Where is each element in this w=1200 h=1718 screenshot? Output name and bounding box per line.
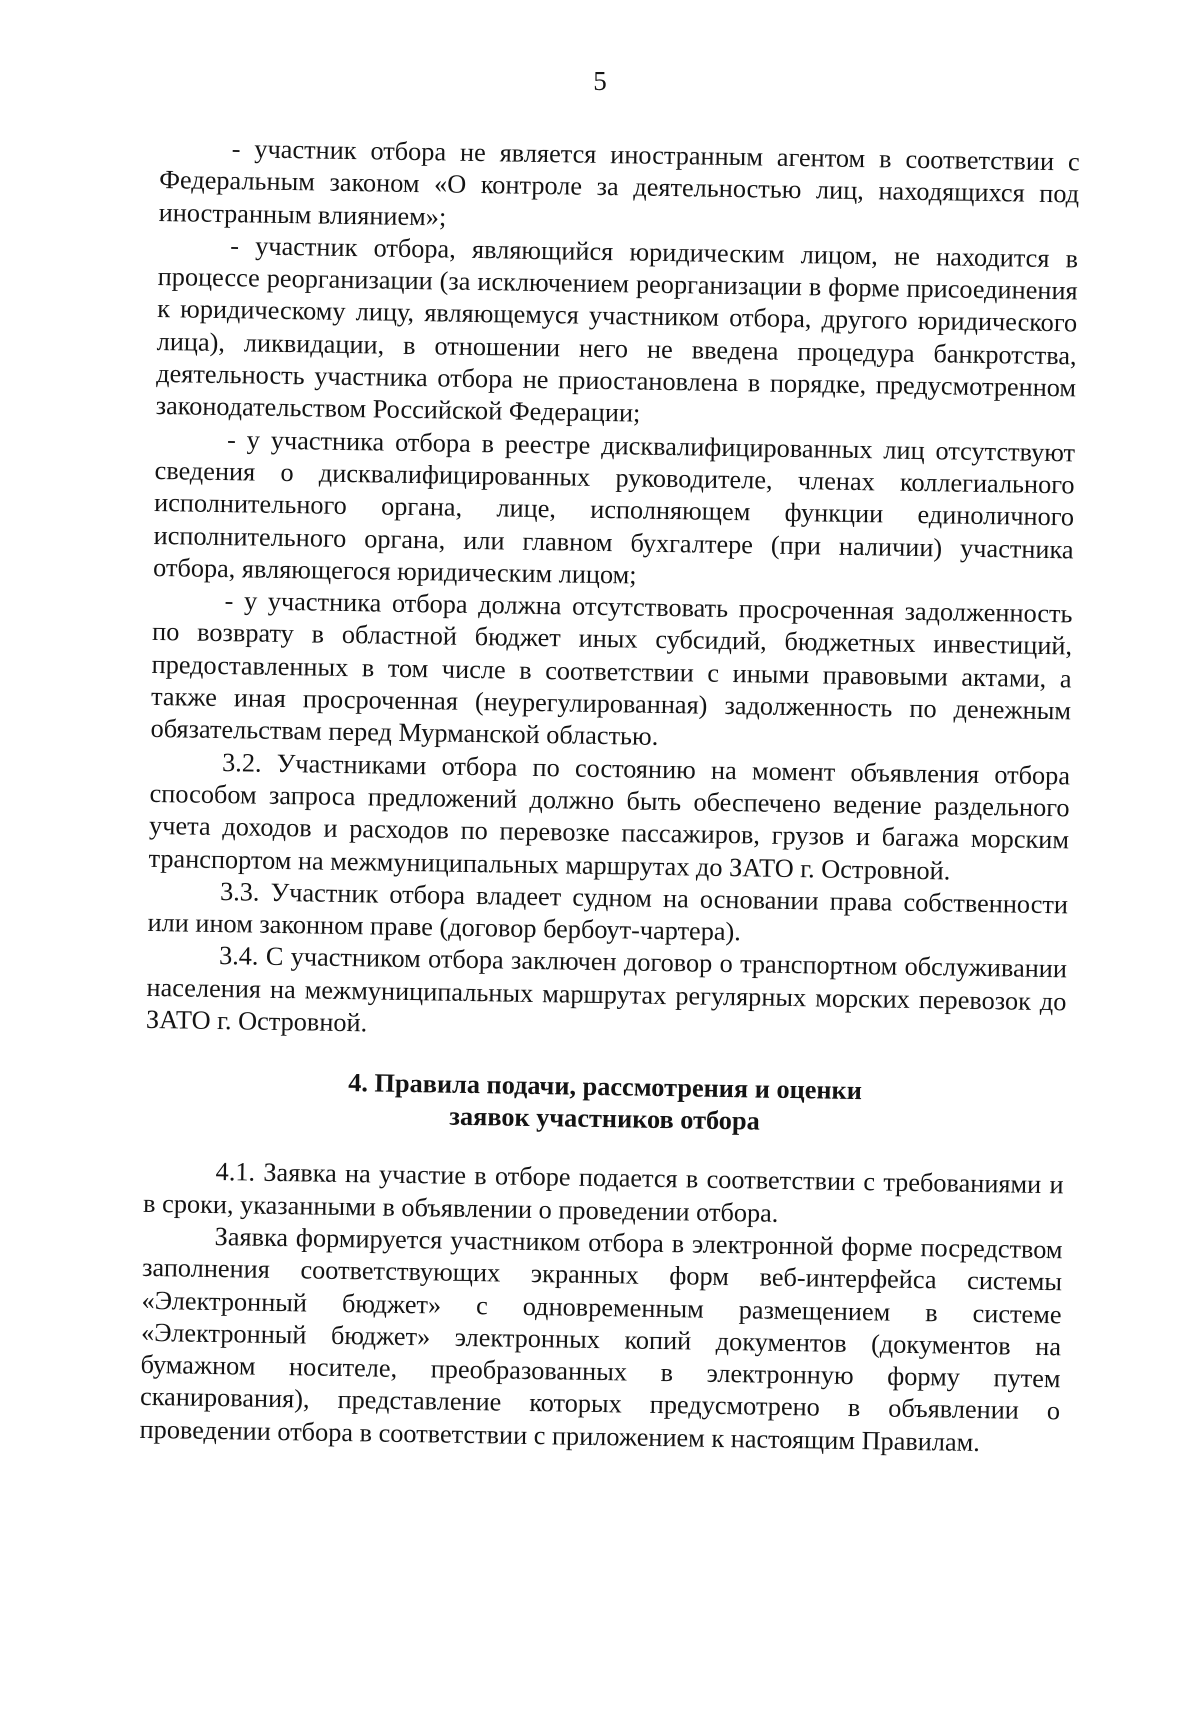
paragraph-3-2: 3.2. Участниками отбора по состоянию на момент объявления отбора способом запроса предложений должно быть обеспечено ведение раздельного учета доходов и расходов по перевозке пассажиров, грузов и багажа морским транспортом на межмуниципальных маршрутах до ЗАТО г. Островной.	[148, 747, 1071, 886]
section-heading-line-2: заявок участников отбора	[449, 1101, 760, 1136]
page-number: 5	[593, 66, 607, 96]
paragraph-application-form: Заявка формируется участником отбора в электронной форме посредством заполнения соответствующих экранных форм веб-интерфейса системы «Электронный бюджет» с одновременным размещением в системе «Электронный бюджет» электронных копий документов (документов на бумажном носителе, преобразованных в электронную форму путем сканирования), представление которых предусмотрено в объявлении о проведении отбора в соответствии с приложением к настоящим Правилам.	[139, 1221, 1063, 1457]
paragraph-overdue-debt: - у участника отбора должна отсутствовать просроченная задолженность по возврату в областной бюджет иных субсидий, бюджетных инвестиций, предоставленных в том числе в соответствии с иными правовыми актами, а также иная просроченная (неурегулированная) задолженность по денежным обязательствам перед Мурманской областью.	[150, 586, 1073, 752]
paragraph-foreign-agent: - участник отбора не является иностранным агентом в соответствии с Федеральным законом «О контроле за деятельностью лиц, находящихся под иностранным влиянием»;	[158, 134, 1080, 232]
section-heading	[144, 1064, 1065, 1142]
paragraph-reorganization: - участник отбора, являющийся юридическим лицом, не находится в процессе реорганизации (за исключением реорганизации в форме присоединения к юридическому лицу, являющемуся участником отбора, другого юридического лица), ликвидации, в отношении него не введена процедура банкротства, деятельность участника отбора не приостановлена в порядке, предусмотренном законодательством Российской Федерации;	[155, 231, 1079, 428]
paragraph-disqualified-persons: - у участника отбора в реестре дисквалифицированных лиц отсутствуют сведения о дисквалифицированных руководителе, членах коллегиального исполнительного органа, лице, исполняющем функции единоличного исполнительного органа, или главном бухгалтере (при наличии) участника отбора, являющегося юридическим лицом;	[152, 424, 1076, 590]
section-heading-line-1: 4. Правила подачи, рассмотрения и оценки	[348, 1068, 863, 1106]
paragraph-3-3: 3.3. Участник отбора владеет судном на основании права собственности или ином законном праве (договор бербоут-чартера).	[147, 876, 1069, 947]
paragraph-3-4: 3.4. С участником отбора заключен договор о транспортном обслуживании населения на межмуниципальных маршрутах регулярных морских перевозок до ЗАТО г. Островной.	[145, 941, 1068, 1038]
document-body	[139, 132, 1080, 1460]
paragraph-4-1: 4.1. Заявка на участие в отборе подается в соответствии с требованиями и в сроки, указанными в объявлении о проведении отбора.	[142, 1157, 1064, 1228]
